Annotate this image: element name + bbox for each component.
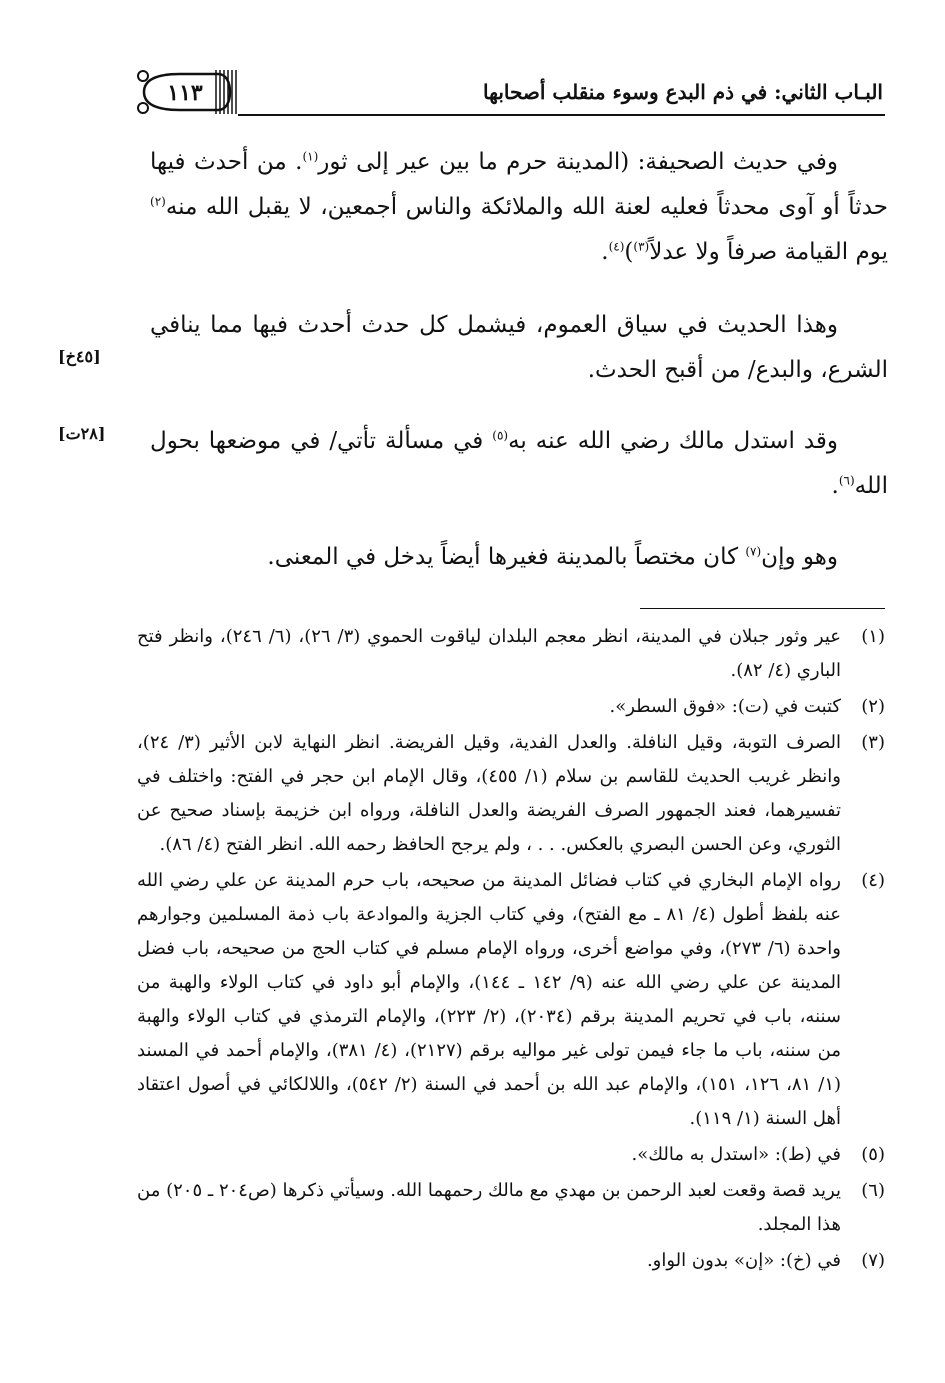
footnote-number: (٧) [861,1250,885,1271]
footnote-number: (٣) [861,732,885,753]
footnote-text: في (ط): «استدل به مالك». [631,1144,841,1165]
footnote-number: (٦) [861,1180,885,1201]
footnote-text: رواه الإمام البخاري في كتاب فضائل المدينة من صحيحه، باب حرم المدينة عن علي رضي الله عنه بلفظ أطول (٤/ ٨١ ـ مع الفتح)، وفي كتاب الجزية والموادعة باب ذمة المسلمين وجوارهم واحدة (٦/ ٢٧٣)، وفي مواضع أخرى، ورواه الإمام مسلم في كتاب الحج من صحيحه، باب فضل المدينة عن علي رضي الله عنه (٩/ ١٤٢ ـ ١٤٤)، والإمام أبو داود في كتاب الولاء والهبة من سننه، باب في تحريم المدينة برقم (٢٠٣٤)، (٢/ ٢٢٣)، والإمام الترمذي في كتاب الولاء والهبة من سننه، باب ما جاء فيمن تولى غير مواليه برقم (٢١٢٧)، (٤/ ٣٨١)، والإمام أحمد في المسند (١/ ٨١، ١٢٦، ١٥١)، والإمام عبد الله بن أحمد في السنة (٢/ ٥٤٢)، واللالكائي في أصول اعتقاد أهل السنة (١/ ١١٩). [137,870,842,1129]
footnote-text: كتبت في (ت): «فوق السطر». [609,696,841,717]
margin-note-manuscript-t: [٢٨ت] [58,424,106,443]
paragraph-1-text-d: ) [624,239,634,265]
footnote-ref-7[interactable]: (٧) [745,544,762,559]
footnote-text: عير وثور جبلان في المدينة، انظر معجم البلدان لياقوت الحموي (٣/ ٢٦)، (٦/ ٢٤٦)، وانظر فتح الباري (٤/ ٨٢). [137,626,841,681]
paragraph-3-text-b: في مسألة تأتي/ في موضعها بحول الله [150,428,888,499]
paragraph-3-text-a: وقد استدل مالك رضي الله عنه به [508,428,838,454]
footnote-item [137,620,885,688]
footnote-number: (٢) [861,696,885,717]
page-number-badge [130,66,240,118]
paragraph-1-text-b: . من أحدث فيها حدثاً أو آوى محدثاً فعليه لعنة الله والملائكة والناس أجمعين، لا يقبل الله منه [150,149,888,220]
paragraph-1-text-a: وفي حديث الصحيفة: (المدينة حرم ما بين عير إلى ثور [318,149,839,175]
footnote-ref-1[interactable]: (١) [302,149,319,164]
footnote-item [137,690,885,724]
footnote-ref-2[interactable]: (٢) [150,194,166,209]
paragraph-4-text-a: وهو وإن [761,544,838,570]
footnote-number: (٥) [861,1144,885,1165]
footnote-ref-6[interactable]: (٦) [838,473,855,488]
footnote-item [137,1244,885,1278]
footnote-ref-3[interactable]: (٣) [633,239,650,254]
header-rule [238,114,885,116]
running-header-title: البـاب الثاني: في ذم البدع وسوء منقلب أصحابها [483,80,883,104]
footnote-item [137,1138,885,1172]
footnote-item [137,1174,885,1242]
footnote-item [137,726,885,862]
page-header [130,66,885,118]
footnote-text: يريد قصة وقعت لعبد الرحمن بن مهدي مع مالك رحمهما الله. وسيأتي ذكرها (ص٢٠٤ ـ ٢٠٥) من هذا المجلد. [137,1180,841,1235]
paragraph-2: وهذا الحديث في سياق العموم، فيشمل كل حدث أحدث فيها مما ينافي الشرع، والبدع/ من أقبح الحدث. [150,312,888,383]
paragraph-1-text-e: . [601,239,609,265]
paragraph-3 [150,419,888,509]
page-number: ١١٣ [167,80,203,106]
footnote-number: (٤) [861,870,885,891]
footnotes-section [137,620,885,1278]
paragraph-1-text-c: يوم القيامة صرفاً ولا عدلاً [649,239,888,265]
footnote-ref-5[interactable]: (٥) [492,428,509,443]
paragraph-4 [150,535,888,580]
footnote-text: الصرف التوبة، وقيل النافلة. والعدل الفدية، وقيل الفريضة. انظر النهاية لابن الأثير (٣/ ٢٤)، وانظر غريب الحديث للقاسم بن سلام (١/ ٤٥٥)، وقال الإمام ابن حجر في الفتح: واختلف في تفسيرهما، فعند الجمهور الصرف الفريضة والعدل النافلة، ورواه ابن خزيمة بإسناد صحيح عن الثوري، وعن الحسن البصري بالعكس. . . ، ولم يرجح الحافظ رحمه الله. انظر الفتح (٤/ ٨٦). [137,732,841,855]
paragraph-1 [150,140,888,275]
paragraph-4-text-b: كان مختصاً بالمدينة فغيرها أيضاً يدخل في المعنى. [267,544,746,570]
footnote-item [137,864,885,1136]
footnote-separator [640,608,885,609]
footnote-number: (١) [861,626,885,647]
footnote-text: في (خ): «إن» بدون الواو. [646,1250,841,1271]
margin-note-manuscript-kh: [٤٥خ] [58,347,101,366]
paragraph-3-text-c: . [831,473,839,499]
footnote-ref-4[interactable]: (٤) [608,239,625,254]
